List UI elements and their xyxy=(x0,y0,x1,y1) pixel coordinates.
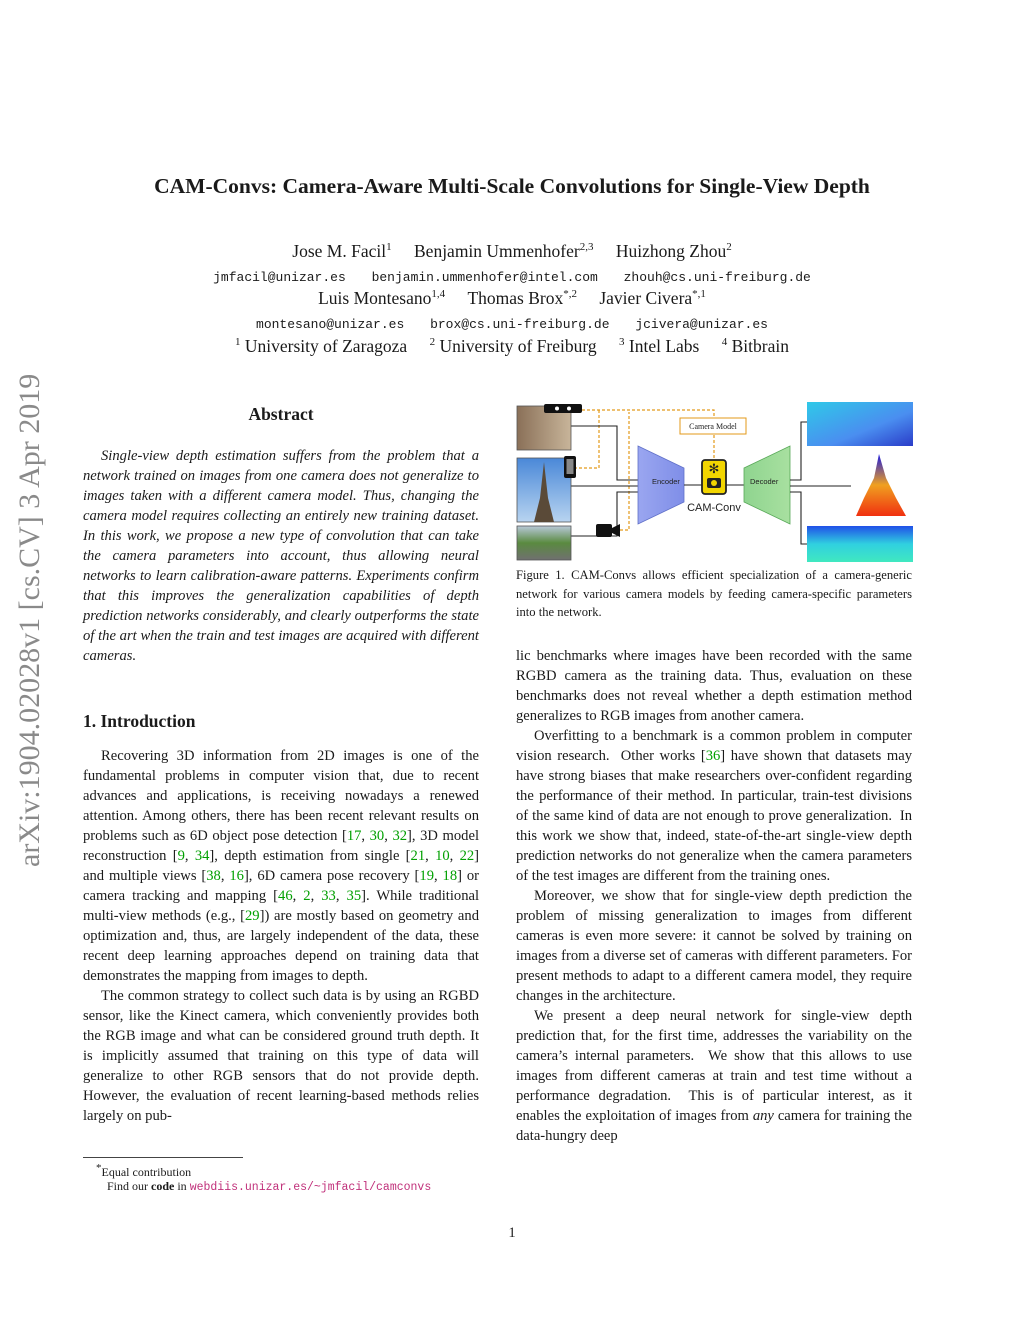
page-number: 1 xyxy=(508,1225,516,1241)
cam-conv-label: CAM-Conv xyxy=(687,502,741,514)
figure-1 xyxy=(514,398,914,566)
input-lines xyxy=(571,426,638,536)
paragraph: Recovering 3D information from 2D images is one of the fundamental problems in computer vision that, due to recent advances and applications, is receiving nowadays a renewed attention. Among others, there has been recent relevant results on problems such as 6D object pose detection [17, 30, 32], 3D model reconstruction [9, 34], depth estimation from single [21, 10, 22] and multiple views [38, 16], 6D camera pose recovery [19, 18] or camera tracking and mapping [46, 2, 33, 35]. While traditional multi-view methods (e.g., [29]) are mostly based on geometry and optimization and, thus, are largely independent of the data, these recent deep learning approaches depend on training data that demonstrates the mapping from images to depth. xyxy=(83,748,480,984)
emails-row-2 xyxy=(0,317,1024,332)
footnote-equal-contribution: *Equal contribution xyxy=(96,1162,192,1179)
camera-model-label: Camera Model xyxy=(689,422,737,431)
email: benjamin.ummenhofer@intel.com xyxy=(371,270,598,285)
affiliation: $^4$ Bitbrain xyxy=(721,336,789,356)
abstract-text: Single-view depth estimation suffers from the problem that a network trained on images from one camera does not generalize to images taken with a different camera model. Thus, changing the camera model requires collecting an entirely new training dataset. In this work, we propose a new type of convolution that can take the camera parameters into account, thus allowing neural networks to learn calibration-aware patterns. Experiments confirm that this improves the generalization capabilities of depth prediction networks considerably, and clearly outperforms the state of the art when the train and test images are acquired with different cameras. xyxy=(83,448,479,664)
paper-title: CAM-Convs: Camera-Aware Multi-Scale Convolutions for Single-View Depth xyxy=(154,174,870,198)
emails-row-1 xyxy=(0,270,1024,285)
section-heading-introduction: 1. Introduction xyxy=(83,711,196,731)
footnote-rule xyxy=(83,1157,243,1158)
svg-text:✻: ✻ xyxy=(708,462,720,477)
paragraph: The common strategy to collect such data is by using an RGBD sensor, like the Kinect camera, which conveniently provides both the RGB image and what can be considered ground truth depth. It is implicitly assumed that training on this type of data will generalize to other RGB sensors that do not provide depth. However, the evaluation of recent learning-based methods relies largely on pub- xyxy=(83,988,479,1124)
author: Benjamin Ummenhofer$^{2,3}$ xyxy=(414,241,594,261)
email: jmfacil@unizar.es xyxy=(213,270,346,285)
abstract-body xyxy=(83,446,479,666)
paragraph: Overfitting to a benchmark is a common problem in computer vision research. Other works [36] have shown that datasets may have strong biases that make researchers over-confident regarding the performance of their method. In particular, train-test divisions of the same kind of data are not enough to prove generalization. In this work we show that, indeed, state-of-the-art single-view depth prediction networks do not generalize when the camera parameters of the test images are different from the training ones. xyxy=(516,728,912,884)
email: brox@cs.uni-freiburg.de xyxy=(430,317,610,332)
intro-left-column xyxy=(83,746,479,1126)
paragraph: Moreover, we show that for single-view depth prediction the problem of missing generalization to images from different cameras is even more severe: it cannot be solved by training on images from a diverse set of cameras with different parameters. For present methods to adapt to a different camera model, they require changes in the architecture. xyxy=(516,888,912,1004)
email: montesano@unizar.es xyxy=(256,317,405,332)
footnote-code: Find our code in webdiis.unizar.es/~jmfacil/camconvs xyxy=(107,1179,432,1194)
author: Huizhong Zhou$^2$ xyxy=(615,241,732,261)
affiliations xyxy=(0,336,1024,357)
road-photo xyxy=(517,526,571,560)
kinect-icon xyxy=(544,404,582,413)
intro-right-column xyxy=(516,646,912,1146)
author: Thomas Brox$^{*,2}$ xyxy=(467,288,577,308)
depth-map-eiffel xyxy=(856,454,906,516)
depth-map-indoor xyxy=(807,402,913,446)
figure-1-caption: Figure 1. CAM-Convs allows efficient specialization of a camera-generic network for various camera models by feeding camera-specific parameters into the network. xyxy=(516,568,912,619)
affiliation: $^3$ Intel Labs xyxy=(619,336,700,356)
code-url-link[interactable]: webdiis.unizar.es/~jmfacil/camconvs xyxy=(189,1181,432,1194)
email: zhouh@cs.uni-freiburg.de xyxy=(623,270,811,285)
authors-row-2 xyxy=(0,288,1024,309)
paragraph: lic benchmarks where images have been recorded with the same RGBD camera as the training data. Thus, evaluation on these benchmarks does not reveal whether a depth estimation method generalizes to RGB images from another camera. xyxy=(516,648,912,724)
arxiv-side-stamp: arXiv:1904.02028v1 [cs.CV] 3 Apr 2019 xyxy=(13,373,46,867)
author: Jose M. Facil$^1$ xyxy=(292,241,392,261)
author: Javier Civera$^{*,1}$ xyxy=(599,288,706,308)
figure-1-diagram xyxy=(514,398,914,566)
decoder-label: Decoder xyxy=(750,477,779,486)
author: Luis Montesano$^{1,4}$ xyxy=(318,288,446,308)
abstract-heading: Abstract xyxy=(248,404,314,424)
affiliation: $^2$ University of Freiburg xyxy=(429,336,597,356)
encoder-label: Encoder xyxy=(652,477,680,486)
email: jcivera@unizar.es xyxy=(635,317,768,332)
affiliation: $^1$ University of Zaragoza xyxy=(235,336,408,356)
depth-map-road xyxy=(807,526,913,562)
paragraph: We present a deep neural network for single-view depth prediction that, for the first time, addresses the variability on the camera’s internal parameters. We show that this allows to use images from different cameras at train and test time without a performance degradation. This is of particular interest, as it enables the exploitation of images from any camera for training the data-hungry deep xyxy=(516,1008,913,1144)
authors-row-1 xyxy=(0,241,1024,262)
video-camera-icon xyxy=(596,524,612,537)
